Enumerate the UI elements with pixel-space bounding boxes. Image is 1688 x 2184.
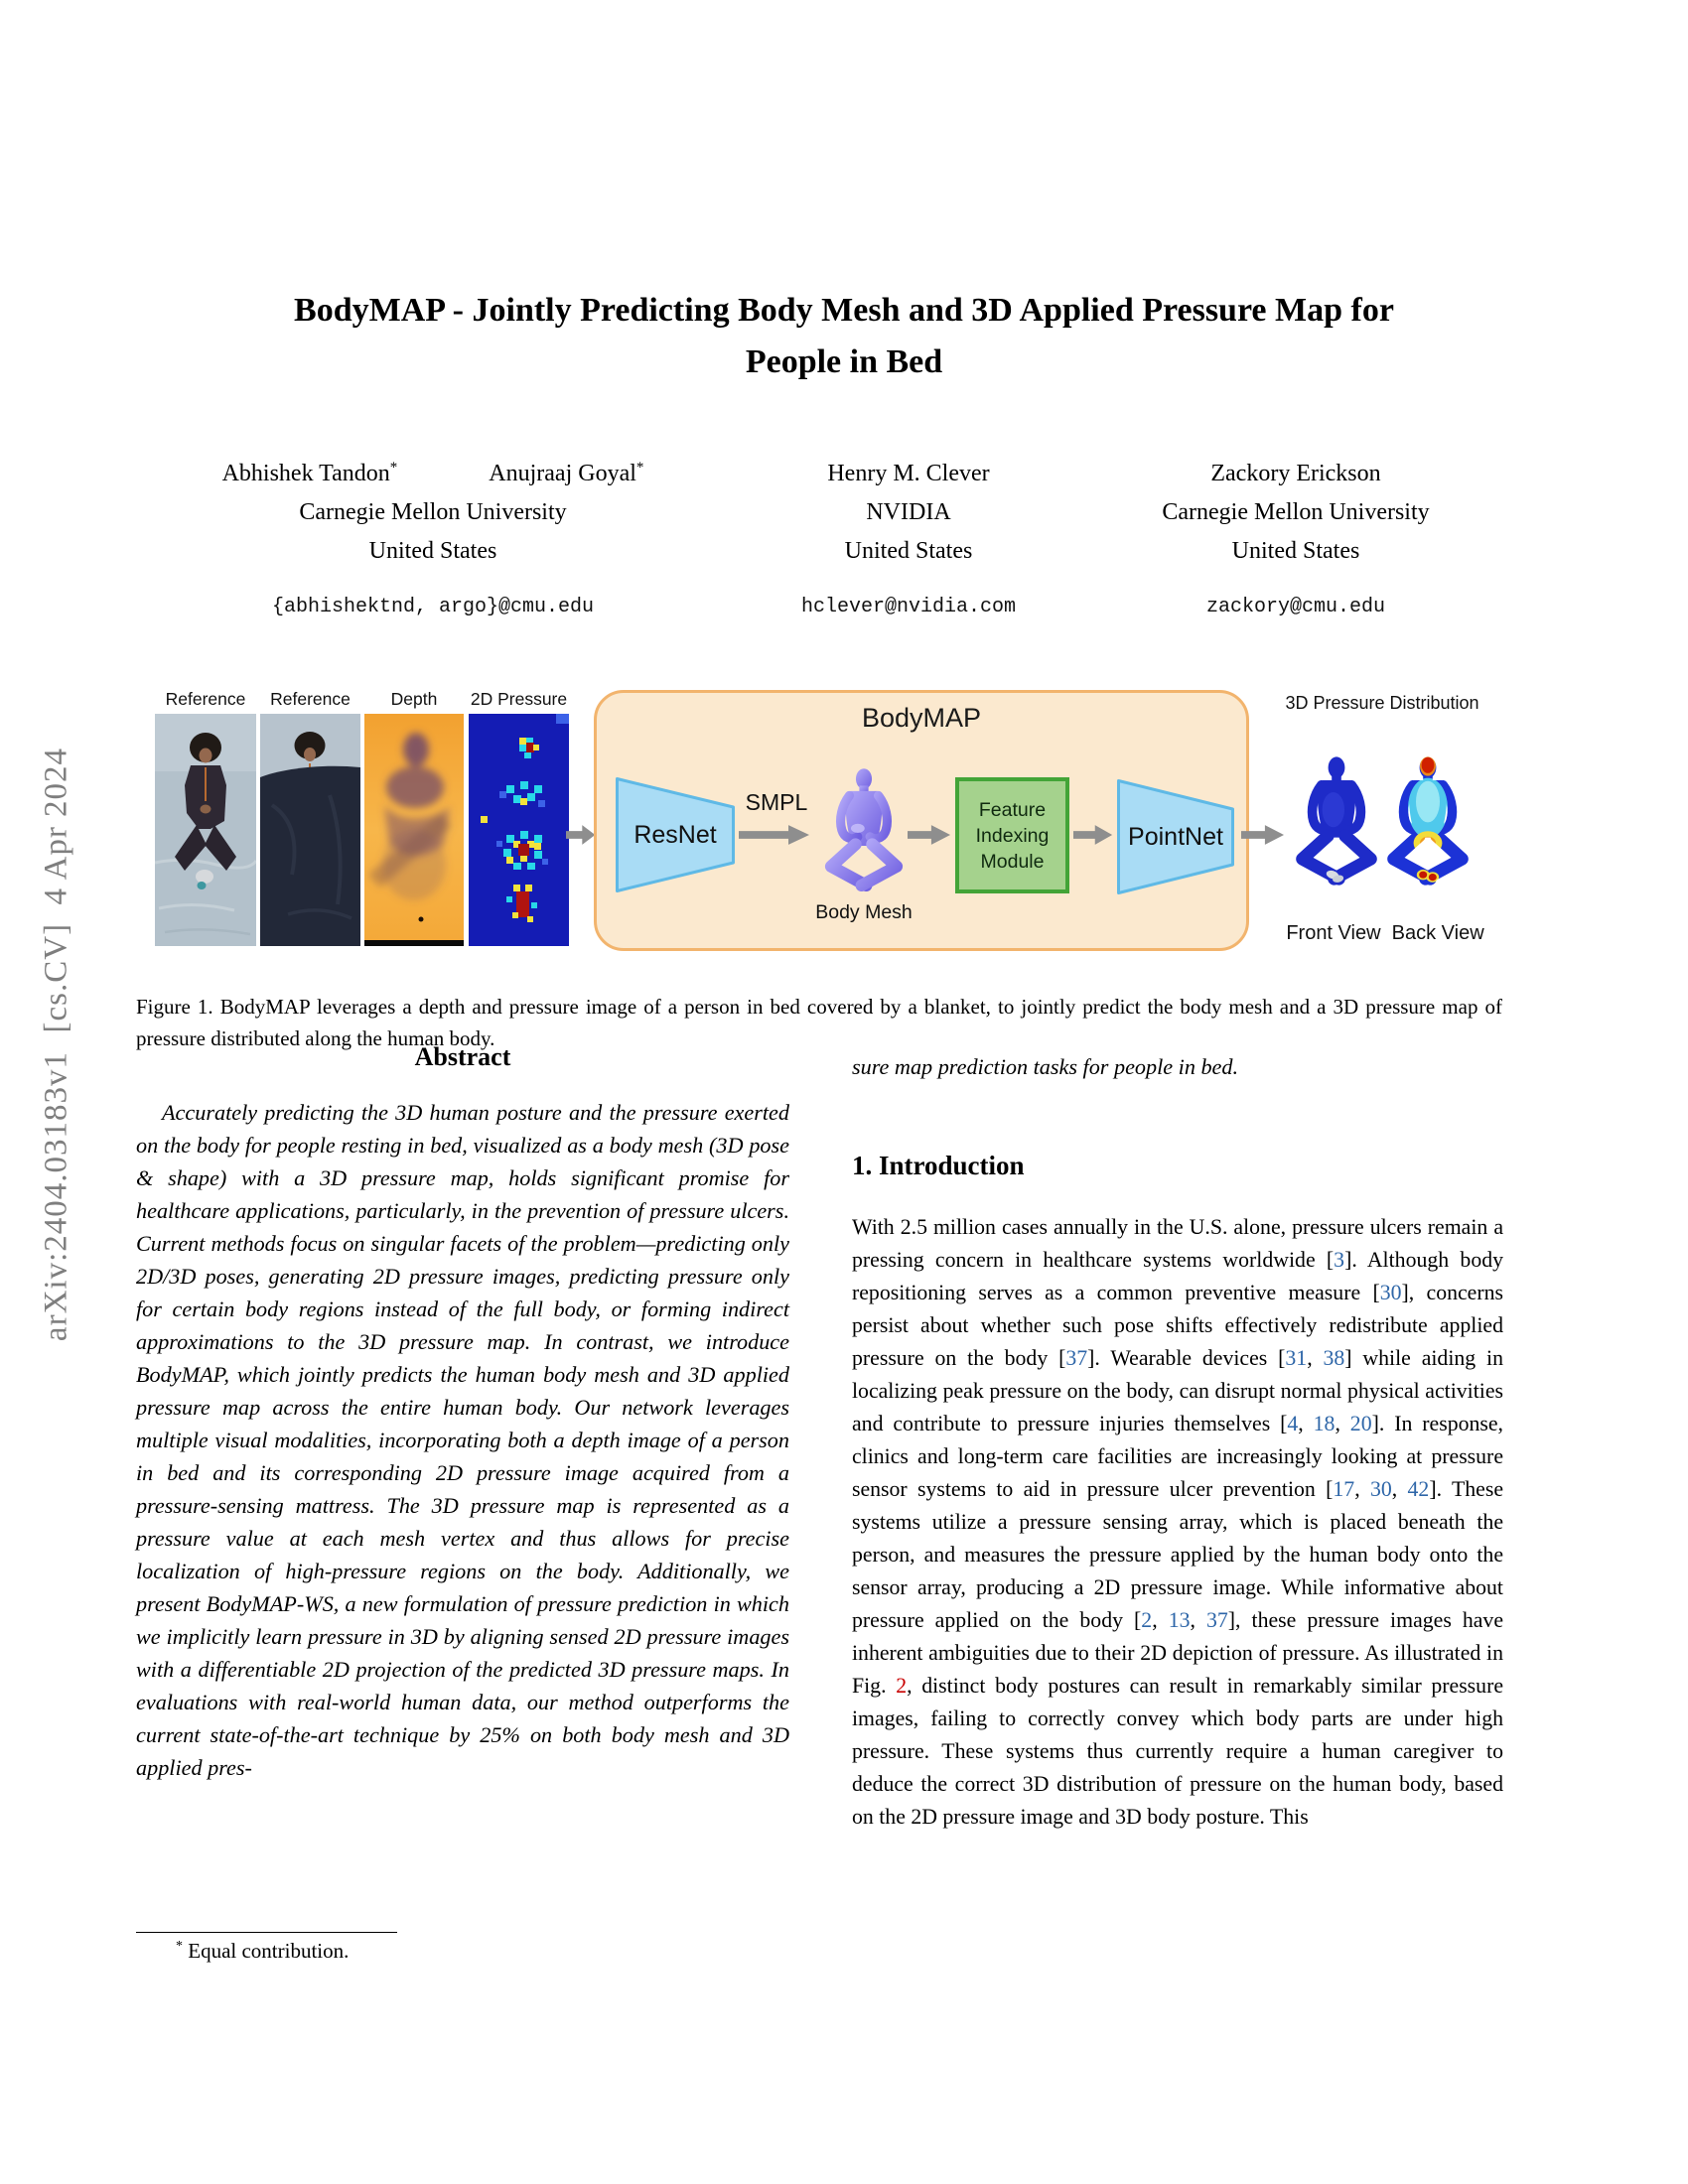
title-line-2: People in Bed: [745, 343, 943, 380]
email[interactable]: zackory@cmu.edu: [1205, 596, 1386, 618]
citation-link[interactable]: 30: [1379, 1281, 1402, 1304]
pressure-image-2d: [469, 714, 569, 946]
body-mesh-label: Body Mesh: [815, 901, 913, 923]
section-heading-introduction: 1. Introduction: [852, 1151, 1025, 1180]
pointnet-block: [1117, 779, 1234, 894]
fim-line: Module: [980, 850, 1045, 873]
email[interactable]: {abhishektnd, argo}@cmu.edu: [271, 596, 595, 618]
input-label-depth: Depth: [390, 689, 438, 709]
reference-image-uncovered: [155, 714, 256, 946]
fim-line: Indexing: [975, 824, 1050, 847]
flow-arrow-to-pointnet: [1073, 824, 1113, 846]
country: United States: [368, 538, 497, 564]
input-label-reference-2: Reference: [270, 689, 351, 709]
abstract-heading: Abstract: [414, 1042, 511, 1071]
figure-caption: Figure 1. BodyMAP leverages a depth and pressure image of a person in bed covered by a blanket, to jointly predict the body mesh and a 3D pressure map of pressure distributed along the human body.: [136, 995, 1502, 1050]
citation-link[interactable]: 4: [1287, 1412, 1299, 1435]
author-group-cmu-2: [1067, 449, 1524, 626]
author-name: Zackory Erickson: [1210, 461, 1381, 486]
reference-image-blanket: [260, 714, 360, 946]
bodymap-box-title: BodyMAP: [861, 703, 982, 733]
author-name: Abhishek Tandon*: [221, 460, 398, 486]
flow-arrow-input: [566, 824, 596, 846]
pointnet-label: PointNet: [1128, 822, 1223, 851]
country: United States: [1231, 538, 1360, 564]
citation-link[interactable]: 38: [1323, 1346, 1345, 1370]
citation-link[interactable]: 31: [1285, 1346, 1308, 1370]
affiliation: Carnegie Mellon University: [299, 499, 567, 525]
fim-line: Feature: [978, 798, 1047, 821]
author-group-nvidia: [760, 449, 1057, 626]
citation-link[interactable]: 20: [1349, 1412, 1372, 1435]
author-name: Henry M. Clever: [827, 461, 990, 486]
blanket: [260, 766, 360, 946]
abstract-text: Accurately predicting the 3D human posture and the pressure exerted on the body for people resting in bed, visualized as a body mesh (3D pose & shape) with a 3D pressure map, holds significant promise for healthcare applications, particularly, in the prevention of pressure ulcers. Current methods focus on singular facets of the problem—predicting only 2D/3D poses, generating 2D pressure images, predicting pressure only for certain body regions instead of the full body, or forming indirect approximations to the 3D pressure map. In contrast, we introduce BodyMAP, which jointly predicts the human body mesh and 3D applied pressure map across the entire human body. Our network leverages multiple visual modalities, incorporating both a depth image of a person in bed and its corresponding 2D pressure image acquired from a pressure-sensing mattress. The 3D pressure map is represented as a pressure value at each mesh vertex and thus allows for precise localization of high-pressure regions on the body. Additionally, we present BodyMAP-WS, a new formulation of pressure prediction in which we implicitly learn pressure in 3D by aligning sensed 2D pressure images with a differentiable 2D projection of the predicted 3D pressure maps. In evaluations with real-world human data, our method outperforms the current state-of-the-art technique by 25% on both body mesh and 3D applied pres-: [136, 1100, 789, 1780]
smpl-label: SMPL: [745, 789, 808, 815]
citation-link[interactable]: 42: [1407, 1477, 1430, 1501]
pressure-front-view-figure: [1289, 743, 1384, 905]
citation-link[interactable]: 30: [1369, 1477, 1392, 1501]
view-labels: Front View Back View: [1286, 922, 1484, 944]
resnet-block: [616, 777, 735, 892]
country: United States: [844, 538, 973, 564]
pressure-back-view-figure: [1380, 743, 1476, 905]
arxiv-banner: arXiv:2404.03183v1 [cs.CV] 4 Apr 2024: [38, 747, 74, 1342]
title-line-1: BodyMAP - Jointly Predicting Body Mesh and 3D Applied Pressure Map for: [294, 292, 1394, 329]
email[interactable]: hclever@nvidia.com: [800, 596, 1017, 618]
introduction-text: With 2.5 million cases annually in the U.S. alone, pressure ulcers remain a pressing concern in healthcare systems worldwide [3]. Although body repositioning serves as a common preventive measure [30], concerns persist about whether such pose shifts effectively redistribute applied pressure on the body [37]. Wearable devices [31, 38] while aiding in localizing peak pressure on the body, can disrupt normal physical activities and contribute to pressure injuries themselves [4, 18, 20]. In response, clinics and long-term care facilities are increasingly looking at pressure sensor systems to aid in pressure ulcer prevention [17, 30, 42]. These systems utilize a pressure sensing array, which is placed beneath the person, and measures the pressure applied by the human body onto the sensor array, producing a 2D pressure image. While informative about pressure applied on the body [2, 13, 37], these pressure images have inherent ambiguities due to their 2D depiction of pressure. As illustrated in Fig. 2, distinct body postures can result in remarkably similar pressure images, failing to correctly convey which body parts are under high pressure. These systems thus currently require a human caregiver to deduce the correct 3D distribution of pressure on the human body, based on the 2D pressure image and 3D body posture. This: [852, 1215, 1504, 1829]
author-group-cmu: [149, 449, 717, 626]
page-title: [0, 285, 1688, 388]
footnote-rule: [136, 1932, 397, 1933]
output-title: 3D Pressure Distribution: [1285, 693, 1479, 713]
right-column: [852, 1050, 1503, 1834]
citation-link[interactable]: 37: [1065, 1346, 1088, 1370]
flow-arrow-to-fim: [908, 824, 951, 846]
citation-link[interactable]: 3: [1334, 1248, 1345, 1272]
feature-indexing-module-block: [955, 777, 1069, 893]
citation-link[interactable]: 2: [1141, 1608, 1153, 1632]
author-name: Anujraaj Goyal*: [489, 460, 644, 486]
figure-reference[interactable]: 2: [896, 1674, 908, 1698]
citation-link[interactable]: 13: [1168, 1608, 1191, 1632]
flow-arrow-output: [1241, 824, 1285, 846]
citation-link[interactable]: 18: [1313, 1412, 1336, 1435]
citation-link[interactable]: 17: [1333, 1477, 1355, 1501]
resnet-label: ResNet: [633, 820, 717, 849]
left-column: [136, 1042, 789, 1784]
citation-link[interactable]: 37: [1206, 1608, 1228, 1632]
abstract-overflow-line: sure map prediction tasks for people in bed.: [852, 1054, 1239, 1079]
affiliation: Carnegie Mellon University: [1162, 499, 1430, 525]
footnote-text: Equal contribution.: [188, 1939, 350, 1963]
affiliation: NVIDIA: [866, 499, 951, 525]
body-mesh-figure: [818, 762, 910, 903]
footnote-marker: *: [176, 1939, 183, 1954]
depth-image: [364, 714, 464, 946]
footnote: [136, 1932, 791, 1964]
flow-arrow-smpl: [739, 824, 810, 846]
input-label-2d-pressure: 2D Pressure: [470, 689, 568, 709]
input-label-reference-1: Reference: [165, 689, 246, 709]
